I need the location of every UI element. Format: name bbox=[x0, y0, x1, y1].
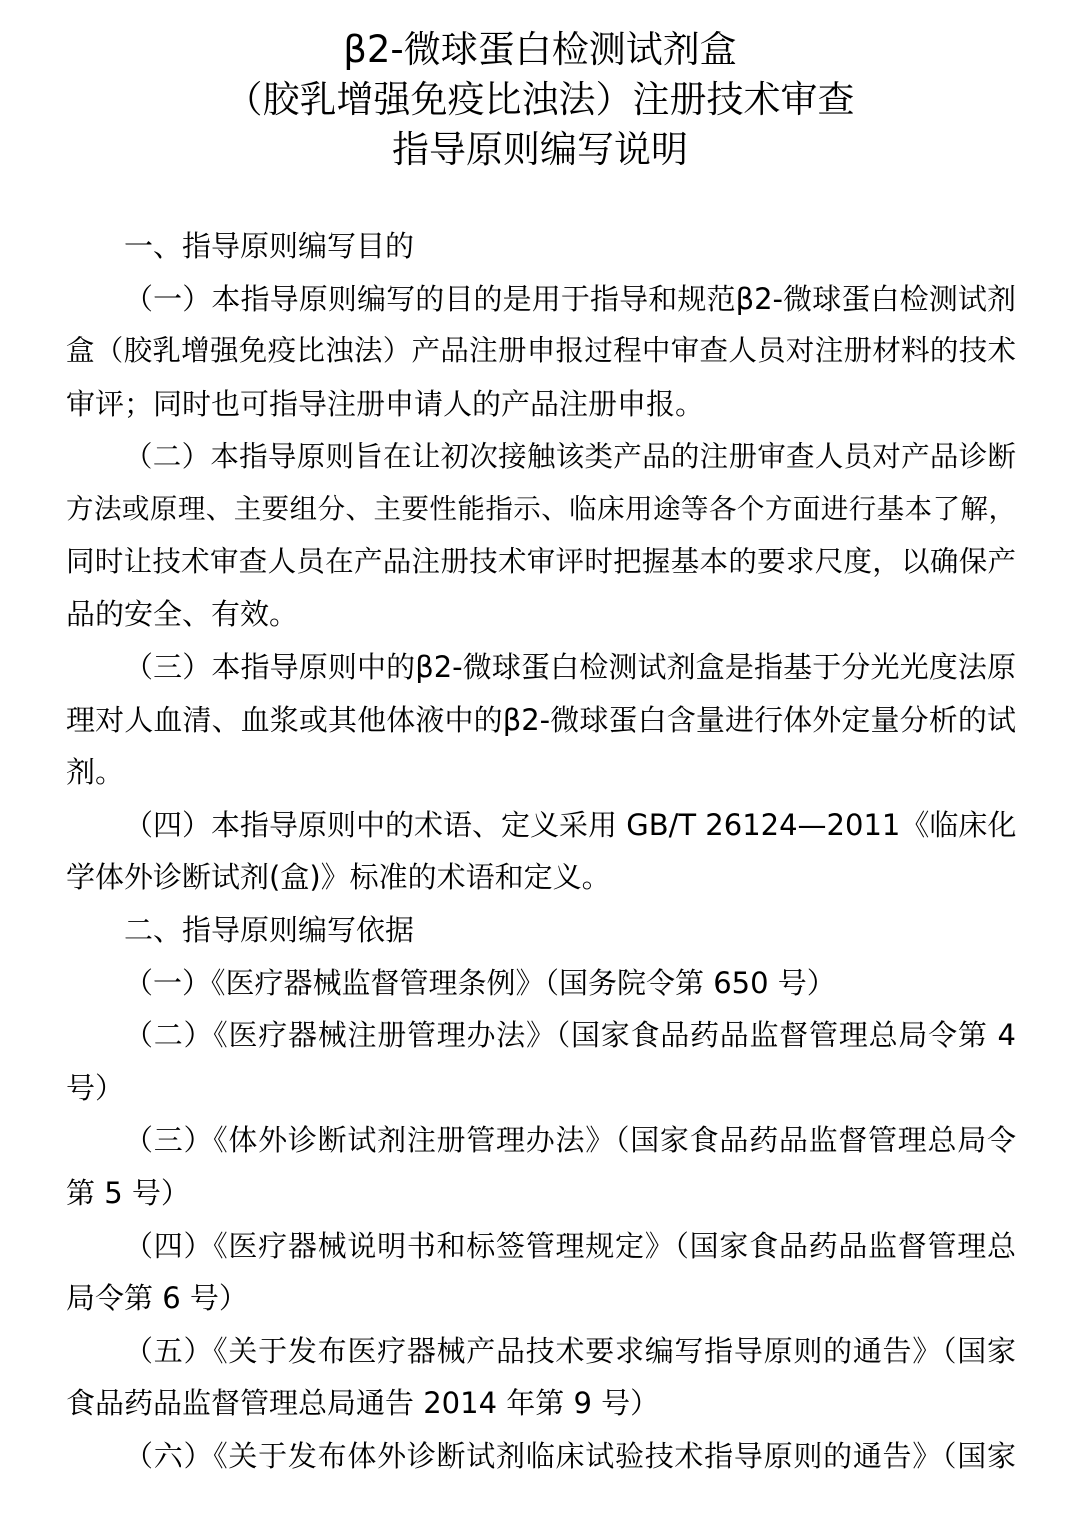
reference-item: （四）《医疗器械说明书和标签管理规定》（国家食品药品监督管理总 bbox=[124, 1229, 1016, 1263]
reference-item: （一）《医疗器械监督管理条例》（国务院令第 650 号） bbox=[124, 966, 836, 1000]
reference-item: （二）《医疗器械注册管理办法》（国家食品药品监督管理总局令第 4 bbox=[124, 1018, 1016, 1052]
reference-item-continued: 第 5 号） bbox=[66, 1176, 190, 1210]
paragraph-line: （一）本指导原则编写的目的是用于指导和规范β2-微球蛋白检测试剂 bbox=[124, 282, 1016, 316]
reference-item-continued: 局令第 6 号） bbox=[66, 1281, 248, 1315]
section-heading-1: 一、指导原则编写目的 bbox=[124, 229, 415, 263]
paragraph-line: 理对人血清、血浆或其他体液中的β2-微球蛋白含量进行体外定量分析的试 bbox=[66, 703, 1016, 737]
paragraph-line: 盒（胶乳增强免疫比浊法）产品注册申报过程中审查人员对注册材料的技术 bbox=[66, 334, 1016, 367]
reference-item: （三）《体外诊断试剂注册管理办法》（国家食品药品监督管理总局令 bbox=[124, 1123, 1016, 1157]
reference-item: （六）《关于发布体外诊断试剂临床试验技术指导原则的通告》（国家 bbox=[124, 1439, 1016, 1473]
paragraph-line: （二）本指导原则旨在让初次接触该类产品的注册审查人员对产品诊断 bbox=[124, 440, 1016, 473]
title-line-2: （胶乳增强免疫比浊法）注册技术审查 bbox=[225, 78, 855, 121]
reference-item-continued: 号） bbox=[66, 1071, 125, 1105]
paragraph-line: 学体外诊断试剂(盒)》标准的术语和定义。 bbox=[66, 860, 611, 894]
paragraph-line: 同时让技术审查人员在产品注册技术审评时把握基本的要求尺度，以确保产 bbox=[66, 545, 1016, 578]
paragraph-line: （四）本指导原则中的术语、定义采用 GB/T 26124—2011《临床化 bbox=[124, 808, 1017, 842]
paragraph-line: 品的安全、有效。 bbox=[66, 597, 299, 631]
section-heading-2: 二、指导原则编写依据 bbox=[124, 913, 415, 947]
paragraph-line: 方法或原理、主要组分、主要性能指示、临床用途等各个方面进行基本了解， bbox=[66, 493, 1016, 525]
reference-item: （五）《关于发布医疗器械产品技术要求编写指导原则的通告》（国家 bbox=[124, 1334, 1016, 1368]
paragraph-line: 审评；同时也可指导注册申请人的产品注册申报。 bbox=[66, 387, 705, 421]
title-line-1: β2-微球蛋白检测试剂盒 bbox=[343, 28, 737, 71]
reference-item-continued: 食品药品监督管理总局通告 2014 年第 9 号） bbox=[66, 1386, 660, 1420]
title-line-3: 指导原则编写说明 bbox=[392, 128, 688, 171]
paragraph-line: （三）本指导原则中的β2-微球蛋白检测试剂盒是指基于分光光度法原 bbox=[124, 650, 1016, 684]
paragraph-line: 剂。 bbox=[66, 755, 125, 789]
